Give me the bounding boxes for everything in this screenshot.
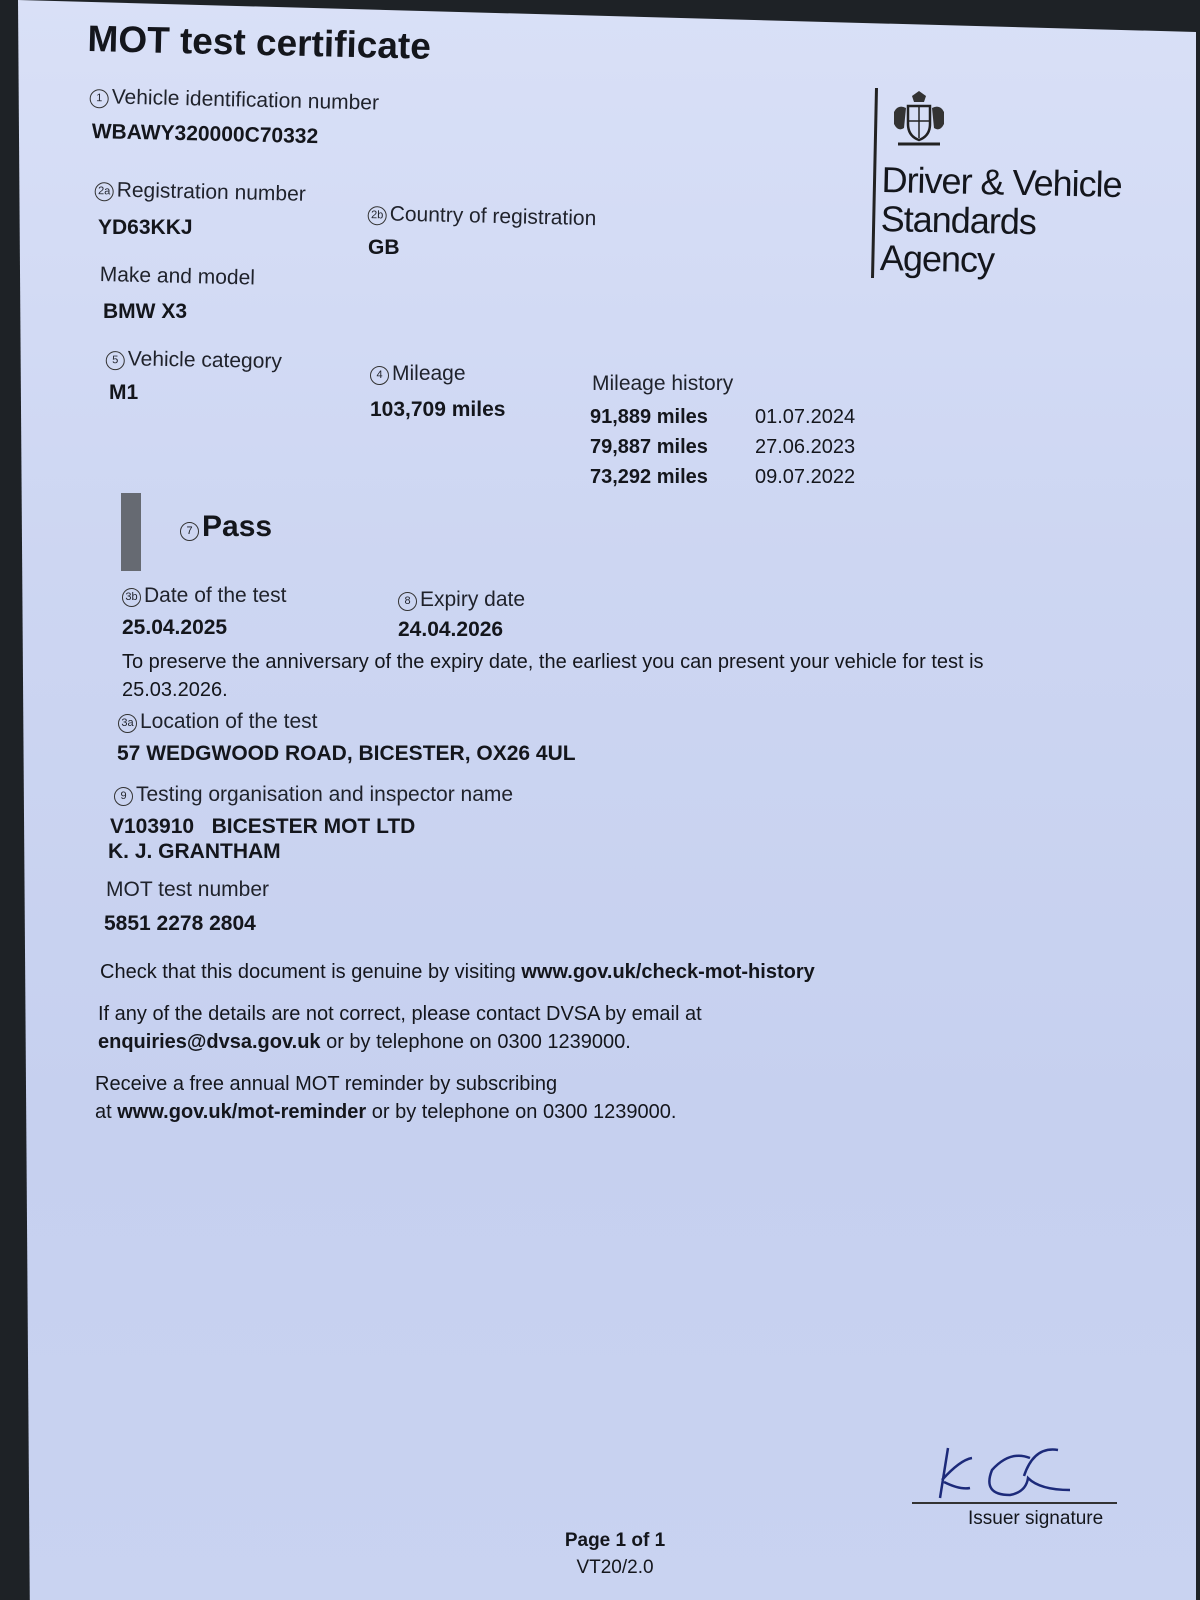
page-indicator: Page 1 of 1 xyxy=(564,1530,666,1551)
agency-name xyxy=(880,160,1123,282)
field-number: 3b xyxy=(122,588,141,607)
reminder-line-1: Receive a free annual MOT reminder by subscribing xyxy=(95,1073,558,1095)
field-number: 5 xyxy=(106,351,125,370)
check-genuine-text xyxy=(100,958,815,986)
reminder-phone-text: or by telephone on 0300 1239000. xyxy=(366,1101,677,1123)
vin-label: Vehicle identification number xyxy=(111,85,380,115)
reminder-text xyxy=(95,1070,676,1126)
make-model-label: Make and model xyxy=(99,263,256,290)
registration-label: Registration number xyxy=(116,178,307,206)
mileage-history-row xyxy=(590,436,855,466)
mileage-history-row xyxy=(590,466,855,496)
test-date-value: 25.04.2025 xyxy=(122,616,228,639)
country-label: Country of registration xyxy=(389,202,597,231)
agency-line-3: Agency xyxy=(879,236,995,281)
category-label-group xyxy=(106,347,283,374)
document-title: MOT test certificate xyxy=(87,18,432,67)
expiry-value: 24.04.2026 xyxy=(398,618,504,641)
history-miles: 73,292 miles xyxy=(590,466,708,488)
signature-label: Issuer signature xyxy=(968,1508,1104,1529)
expiry-label-group xyxy=(398,588,525,612)
mileage-history-row xyxy=(590,406,855,436)
result-value: Pass xyxy=(202,510,273,543)
history-date: 01.07.2024 xyxy=(755,406,856,428)
mileage-value: 103,709 miles xyxy=(370,398,506,421)
field-number: 3a xyxy=(118,714,137,733)
signature-line xyxy=(912,1502,1117,1504)
contact-phone-text: or by telephone on 0300 1239000. xyxy=(320,1031,631,1053)
mileage-label-group xyxy=(370,362,466,386)
anniversary-note-line-2: 25.03.2026. xyxy=(122,679,228,701)
registration-label-group xyxy=(94,178,306,207)
registration-value: YD63KKJ xyxy=(98,216,193,239)
location-label: Location of the test xyxy=(140,710,318,733)
check-mot-history-link[interactable]: www.gov.uk/check-mot-history xyxy=(521,961,815,983)
contact-text xyxy=(98,1000,702,1056)
test-number-label: MOT test number xyxy=(106,878,269,901)
category-label: Vehicle category xyxy=(127,347,283,374)
organisation-label: Testing organisation and inspector name xyxy=(136,783,514,806)
history-miles: 91,889 miles xyxy=(590,406,708,428)
check-text: Check that this document is genuine by visiting xyxy=(100,961,522,983)
organisation-label-group xyxy=(114,783,513,807)
agency-line-1: Driver & Vehicle xyxy=(881,159,1123,206)
make-model-value: BMW X3 xyxy=(103,300,187,323)
inspector-name: K. J. GRANTHAM xyxy=(108,840,281,863)
form-code: VT20/2.0 xyxy=(576,1557,654,1578)
mileage-label: Mileage xyxy=(392,362,466,385)
contact-line-2 xyxy=(98,1028,702,1056)
reminder-prefix: at xyxy=(95,1101,118,1123)
location-value: 57 WEDGWOOD ROAD, BICESTER, OX26 4UL xyxy=(117,742,576,765)
field-number: 4 xyxy=(370,366,389,385)
mileage-history-table xyxy=(590,406,855,496)
vin-value: WBAWY320000C70332 xyxy=(91,120,319,149)
dvsa-email-link[interactable]: enquiries@dvsa.gov.uk xyxy=(98,1031,321,1053)
location-label-group xyxy=(118,710,317,734)
organisation-name: V103910 BICESTER MOT LTD xyxy=(110,815,416,838)
royal-coat-of-arms-icon xyxy=(888,90,950,152)
mileage-history-label: Mileage history xyxy=(592,372,734,395)
result-marker-bar xyxy=(121,493,141,571)
field-number: 9 xyxy=(114,787,133,806)
anniversary-note xyxy=(122,648,1132,704)
field-number: 1 xyxy=(89,89,108,108)
field-number: 7 xyxy=(180,522,199,541)
test-date-label-group xyxy=(122,584,286,608)
country-value: GB xyxy=(368,236,400,259)
agency-line-2: Standards xyxy=(880,197,1037,243)
field-number: 2a xyxy=(94,182,113,201)
issuer-signature-mark xyxy=(930,1440,1100,1510)
anniversary-note-line-1: To preserve the anniversary of the expiry date, the earliest you can present your vehicle for test is xyxy=(122,651,984,673)
history-miles: 79,887 miles xyxy=(590,436,708,458)
expiry-label: Expiry date xyxy=(420,588,526,611)
history-date: 27.06.2023 xyxy=(755,436,856,458)
result-group xyxy=(180,510,272,544)
contact-line-1: If any of the details are not correct, please contact DVSA by email at xyxy=(98,1003,702,1025)
test-number-value: 5851 2278 2804 xyxy=(104,912,256,935)
mot-reminder-link[interactable]: www.gov.uk/mot-reminder xyxy=(117,1101,367,1123)
field-number: 8 xyxy=(398,592,417,611)
test-date-label: Date of the test xyxy=(144,584,287,607)
category-value: M1 xyxy=(109,381,139,404)
history-date: 09.07.2022 xyxy=(755,466,856,488)
field-number: 2b xyxy=(367,206,386,225)
reminder-line-2 xyxy=(95,1098,676,1126)
